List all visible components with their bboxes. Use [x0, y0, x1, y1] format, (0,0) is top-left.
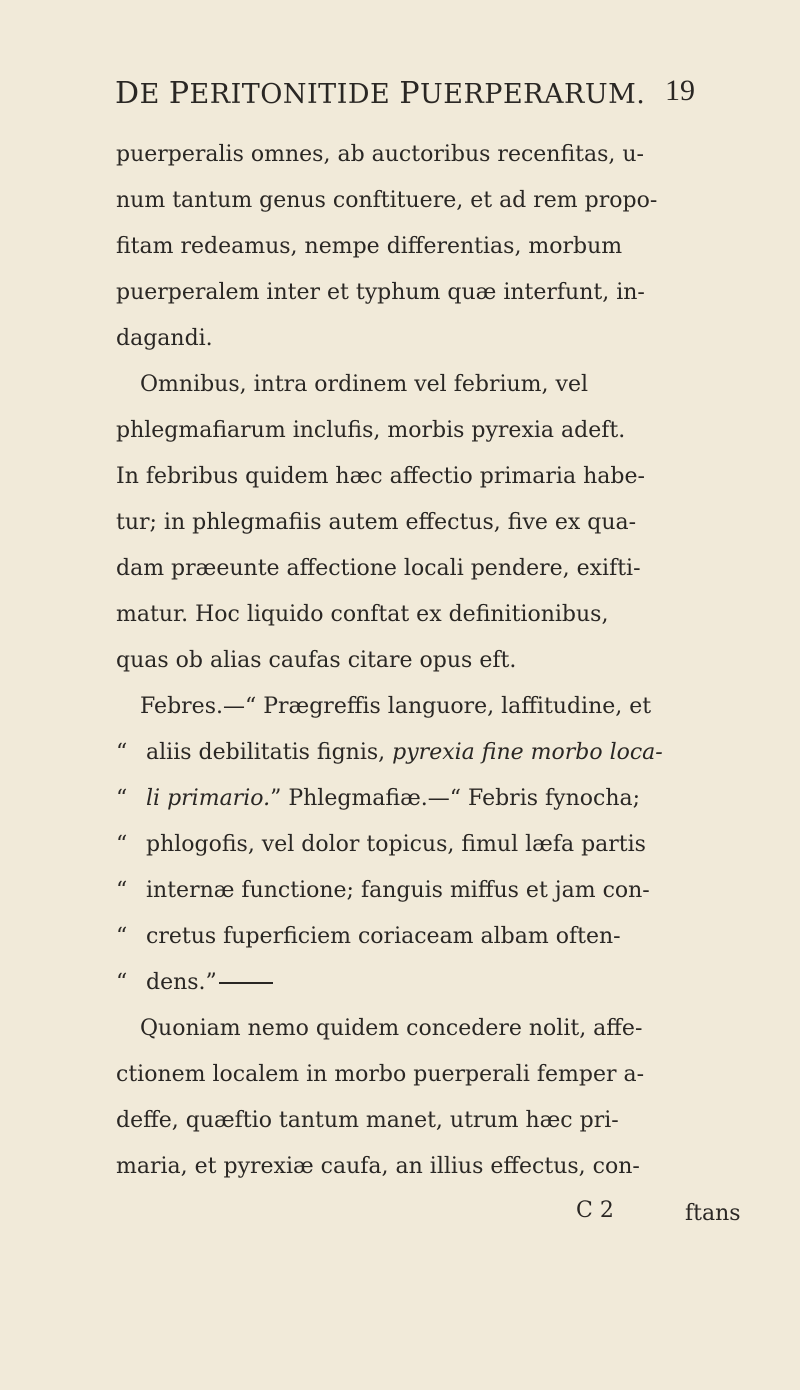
text-segment: maria, et pyrexiæ caufa, an illius effectus, con- [116, 1154, 640, 1179]
quote-mark: “ [116, 832, 128, 857]
text-segment: Omnibus, intra ordinem vel febrium, vel [140, 372, 589, 397]
text-segment: puerperalis omnes, ab auctoribus recenfitas, u- [116, 142, 644, 167]
quote-mark: “ [116, 878, 128, 903]
text-line [116, 776, 676, 822]
running-header [115, 76, 646, 111]
text-segment: ” Phlegmafiæ.—“ Febris fynocha; [270, 786, 641, 811]
header-title-part: ERITONITIDE [189, 79, 400, 110]
quote-mark: “ [116, 786, 128, 811]
italic-text: li primario. [146, 786, 271, 811]
text-segment: ctionem localem in morbo puerperali femper a- [116, 1062, 645, 1087]
text-segment: internæ functione; fanguis miffus et jam con- [146, 878, 650, 903]
text-segment: phlogofis, vel dolor topicus, fimul læfa partis [146, 832, 646, 857]
text-segment: quas ob alias caufas citare opus eft. [116, 648, 517, 673]
text-segment: Quoniam nemo quidem concedere nolit, affe- [140, 1016, 643, 1041]
signature-mark: C 2 [576, 1198, 614, 1223]
header-title-part: UERPERARUM. [420, 79, 646, 110]
text-segment: In febribus quidem hæc affectio primaria habe- [116, 464, 645, 489]
text-line [116, 960, 676, 1006]
text-segment: Febres.—“ Prægreffis languore, laffitudine, et [140, 694, 652, 719]
text-line [116, 730, 676, 776]
quote-mark: “ [116, 970, 128, 995]
text-line [116, 638, 676, 684]
text-line [116, 1144, 676, 1190]
text-line [116, 914, 676, 960]
text-line [116, 1052, 676, 1098]
header-title-part: D [115, 76, 140, 111]
text-line [116, 132, 676, 178]
text-line [116, 178, 676, 224]
text-line [116, 500, 676, 546]
text-segment: fitam redeamus, nempe differentias, morbum [116, 234, 623, 259]
text-line [116, 822, 676, 868]
quote-mark: “ [116, 740, 128, 765]
text-line [116, 316, 676, 362]
text-segment: dam præeunte affectione locali pendere, exifti- [116, 556, 641, 581]
text-line [116, 224, 676, 270]
text-line [116, 1006, 676, 1052]
text-line [116, 270, 676, 316]
text-segment: dens.” [146, 970, 217, 995]
text-line [116, 362, 676, 408]
text-line [116, 684, 676, 730]
header-title-part: P [168, 76, 190, 111]
quote-mark: “ [116, 924, 128, 949]
text-segment: matur. Hoc liquido conftat ex definitionibus, [116, 602, 609, 627]
text-line [116, 1098, 676, 1144]
page-number: 19 [665, 74, 695, 107]
text-segment: tur; in phlegmafiis autem effectus, five ex qua- [116, 510, 637, 535]
header-title-part: P [399, 76, 420, 111]
italic-text: pyrexia fine morbo loca- [392, 740, 663, 765]
text-segment: puerperalem inter et typhum quæ interfunt, in- [116, 280, 645, 305]
text-line [116, 592, 676, 638]
text-segment: phlegmafiarum inclufis, morbis pyrexia adeft. [116, 418, 626, 443]
text-line [116, 408, 676, 454]
text-segment: aliis debilitatis fignis, [146, 740, 393, 765]
text-line [116, 454, 676, 500]
header-title-part: E [139, 79, 169, 110]
text-line [116, 546, 676, 592]
body-text [116, 132, 676, 1190]
text-segment: num tantum genus conftituere, et ad rem propo- [116, 188, 658, 213]
dash-rule [219, 982, 273, 984]
text-segment: dagandi. [116, 326, 213, 351]
text-segment: cretus fuperficiem coriaceam albam often- [146, 924, 621, 949]
text-line [116, 868, 676, 914]
text-segment: deffe, quæftio tantum manet, utrum hæc pri- [116, 1108, 619, 1133]
catchword: ftans [685, 1201, 741, 1226]
